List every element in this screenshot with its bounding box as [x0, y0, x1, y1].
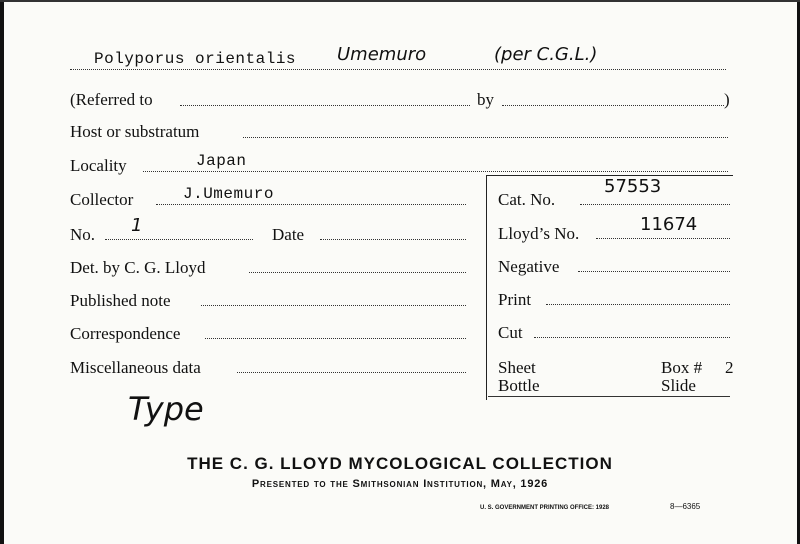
negative-label: Negative — [498, 257, 560, 276]
no-value: 1 — [131, 215, 143, 236]
cat-no-line — [580, 204, 730, 205]
correspondence-label: Correspondence — [70, 324, 181, 343]
species-line — [70, 69, 726, 70]
species-authority: Umemuro — [337, 44, 427, 65]
cat-no-value: 57553 — [604, 176, 662, 197]
cut-line — [534, 337, 730, 338]
misc-data-label: Miscellaneous data — [70, 358, 201, 377]
print-line — [546, 304, 730, 305]
referred-to-label: (Referred to — [70, 90, 153, 109]
locality-line — [143, 171, 728, 172]
sheet-label: Sheet — [498, 358, 536, 377]
no-line — [105, 239, 253, 240]
date-line — [320, 239, 466, 240]
locality-value: Japan — [196, 152, 247, 170]
locality-label: Locality — [70, 156, 127, 175]
collection-title: THE C. G. LLOYD MYCOLOGICAL COLLECTION — [187, 454, 613, 473]
box-bottom-line — [488, 396, 730, 397]
collector-line — [156, 204, 466, 205]
no-label: No. — [70, 225, 96, 244]
species-name: Polyporus orientalis — [94, 50, 297, 68]
close-paren: ) — [724, 90, 730, 109]
collector-value: J.Umemuro — [183, 185, 274, 203]
lloyds-no-label: Lloyd’s No. — [498, 224, 580, 243]
host-label: Host or substratum — [70, 122, 200, 141]
form-number: 8—6365 — [670, 502, 701, 511]
slide-label: Slide — [661, 376, 696, 395]
box-number-label: Box # — [661, 358, 703, 377]
print-label: Print — [498, 290, 532, 309]
collector-label: Collector — [70, 190, 134, 209]
box-number-value: 2 — [725, 358, 734, 377]
by-label: by — [477, 90, 494, 109]
species-annotation: (per C.G.L.) — [494, 44, 598, 65]
collection-subtitle: Presented to the Smithsonian Institution, May, 1926 — [251, 478, 549, 490]
host-line — [243, 137, 728, 138]
det-by-line — [249, 272, 466, 273]
cat-no-label: Cat. No. — [498, 190, 556, 209]
published-note-label: Published note — [70, 291, 171, 310]
type-note: Type — [128, 390, 204, 428]
misc-data-line — [237, 372, 466, 373]
printing-office-note: U. S. GOVERNMENT PRINTING OFFICE: 1928 — [480, 505, 610, 511]
by-line — [502, 105, 724, 106]
negative-line — [578, 271, 730, 272]
published-note-line — [201, 305, 466, 306]
cut-label: Cut — [498, 323, 523, 342]
date-label: Date — [272, 225, 305, 244]
correspondence-line — [205, 338, 466, 339]
bottle-label: Bottle — [498, 376, 540, 395]
lloyds-no-value: 11674 — [640, 214, 698, 235]
scan-edge-top — [0, 0, 800, 2]
lloyds-no-line — [596, 238, 730, 239]
referred-to-line — [180, 105, 470, 106]
det-by-label: Det. by C. G. Lloyd — [70, 258, 206, 277]
